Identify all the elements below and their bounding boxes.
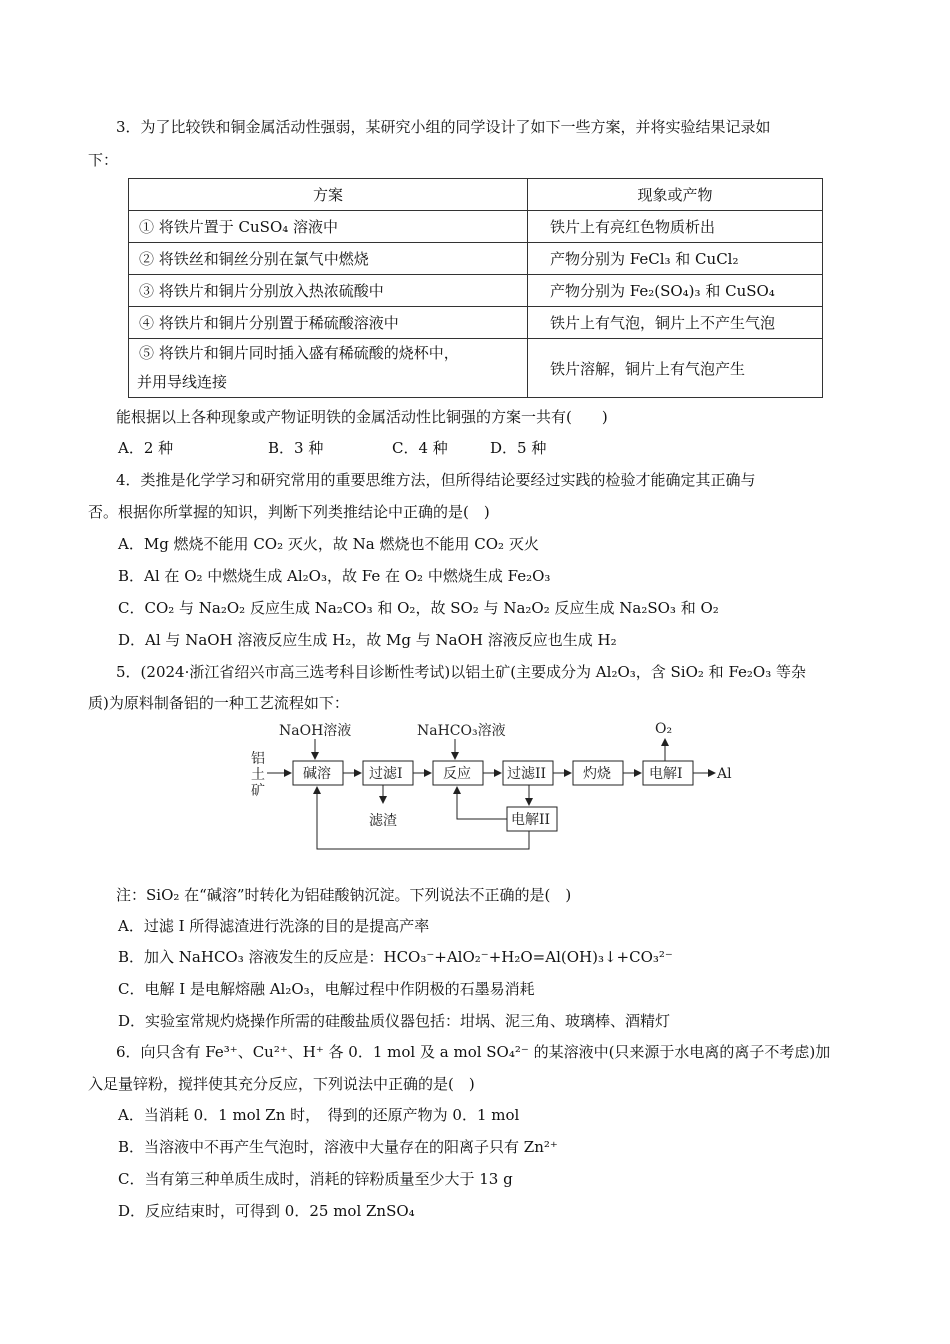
q3-option-a: A．2 种: [118, 439, 174, 457]
q5-option-c: C．电解 I 是电解熔融 Al₂O₃，电解过程中作阴极的石墨易消耗: [118, 980, 535, 998]
result-cell: 铁片上有亮红色物质析出: [528, 211, 823, 243]
table-row: [129, 211, 823, 243]
table-row: [129, 275, 823, 307]
scheme-cell: ② 将铁丝和铜丝分别在氯气中燃烧: [129, 243, 528, 275]
result-cell: 产物分别为 Fe₂(SO₄)₃ 和 CuSO₄: [528, 275, 823, 307]
q3-option-b: B．3 种: [268, 439, 324, 457]
table-row: [129, 307, 823, 339]
q4-stem-line1: 4．类推是化学学习和研究常用的重要思维方法，但所得结论要经过实践的检验才能确定其正确与: [116, 471, 756, 489]
nahco3-label: NaHCO₃溶液: [417, 723, 506, 739]
scheme-cell: [129, 339, 528, 398]
raw-char-2: 土: [251, 767, 265, 783]
q5-note: 注：SiO₂ 在“碱溶”时转化为铝硅酸钠沉淀。下列说法不正确的是( ): [116, 886, 572, 904]
q6-stem-line2: 入足量锌粉，搅拌使其充分反应，下列说法中正确的是( ): [88, 1075, 475, 1093]
q3-scheme-table: [128, 178, 823, 398]
q3-question: 能根据以上各种现象或产物证明铁的金属活动性比铜强的方案一共有( ): [116, 408, 608, 426]
box-filter-2-label: 过滤II: [507, 766, 547, 782]
q6-option-b: B．当溶液中不再产生气泡时，溶液中大量存在的阳离子只有 Zn²⁺: [118, 1138, 558, 1156]
q6-stem-line1: 6．向只含有 Fe³⁺、Cu²⁺、H⁺ 各 0．1 mol 及 a mol SO₄²⁻ 的某溶液中(只来源于水电离的离子不考虑)加: [116, 1043, 831, 1061]
product-al-label: Al: [717, 766, 732, 782]
q5-stem-line1: 5．(2024·浙江省绍兴市高三选考科目诊断性考试)以铝土矿(主要成分为 Al₂O₃，含 SiO₂ 和 Fe₂O₃ 等杂: [116, 663, 807, 681]
q6-option-d: D．反应结束时，可得到 0．25 mol ZnSO₄: [118, 1202, 415, 1220]
box-electrolysis-1-label: 电解I: [649, 766, 683, 782]
scheme-cell: ④ 将铁片和铜片分别置于稀硫酸溶液中: [129, 307, 528, 339]
table-header-row: [129, 179, 823, 211]
result-cell: 产物分别为 FeCl₃ 和 CuCl₂: [528, 243, 823, 275]
result-cell: 铁片上有气泡，铜片上不产生气泡: [528, 307, 823, 339]
raw-char-1: 铝: [251, 751, 265, 767]
q4-option-d: D．Al 与 NaOH 溶液反应生成 H₂，故 Mg 与 NaOH 溶液反应也生成 H₂: [118, 631, 617, 649]
scheme-cell-line1: ⑤ 将铁片和铜片同时插入盛有稀硫酸的烧杯中，: [139, 344, 459, 362]
header-scheme: 方案: [129, 179, 528, 211]
box-reaction-label: 反应: [443, 766, 471, 782]
q3-option-c: C．4 种: [392, 439, 448, 457]
q5-option-d: D．实验室常规灼烧操作所需的硅酸盐质仪器包括：坩埚、泥三角、玻璃棒、酒精灯: [118, 1012, 671, 1030]
scheme-cell: ③ 将铁片和铜片分别放入热浓硫酸中: [129, 275, 528, 307]
scheme-cell-line2: 并用导线连接: [137, 373, 228, 391]
q4-option-a: A．Mg 燃烧不能用 CO₂ 灭火，故 Na 燃烧也不能用 CO₂ 灭火: [118, 535, 539, 553]
header-result: 现象或产物: [528, 179, 823, 211]
naoh-label: NaOH溶液: [279, 723, 352, 739]
process-flow-diagram: [245, 717, 765, 857]
box-filter-1-label: 过滤I: [369, 766, 403, 782]
table-row: [129, 339, 823, 398]
q6-option-a: A．当消耗 0．1 mol Zn 时， 得到的还原产物为 0．1 mol: [118, 1106, 520, 1124]
q3-stem-line2: 下：: [88, 151, 119, 169]
q5-option-b: B．加入 NaHCO₃ 溶液发生的反应是：HCO₃⁻+AlO₂⁻+H₂O=Al(OH)₃↓+CO₃²⁻: [118, 948, 673, 966]
table-row: [129, 243, 823, 275]
box-calcine-label: 灼烧: [583, 766, 611, 782]
q6-option-c: C．当有第三种单质生成时，消耗的锌粉质量至少大于 13 g: [118, 1170, 513, 1188]
q4-option-c: C．CO₂ 与 Na₂O₂ 反应生成 Na₂CO₃ 和 O₂，故 SO₂ 与 Na₂O₂ 反应生成 Na₂SO₃ 和 O₂: [118, 599, 719, 617]
result-cell: 铁片溶解，铜片上有气泡产生: [528, 339, 823, 398]
q3-stem-line1: 3．为了比较铁和铜金属活动性强弱，某研究小组的同学设计了如下一些方案，并将实验结果记录如: [116, 118, 771, 136]
residue-label: 滤渣: [369, 813, 397, 829]
q3-option-d: D．5 种: [490, 439, 547, 457]
box-alkali-dissolve-label: 碱溶: [303, 766, 331, 782]
raw-char-3: 矿: [251, 783, 265, 799]
q5-stem-line2: 质)为原料制备铝的一种工艺流程如下：: [88, 694, 349, 712]
o2-label: O₂: [655, 721, 673, 737]
box-electrolysis-2-label: 电解II: [511, 812, 551, 828]
q4-stem-line2: 否。根据你所掌握的知识，判断下列类推结论中正确的是( ): [88, 503, 490, 521]
q5-option-a: A．过滤 I 所得滤渣进行洗涤的目的是提高产率: [118, 917, 430, 935]
q4-option-b: B．Al 在 O₂ 中燃烧生成 Al₂O₃，故 Fe 在 O₂ 中燃烧生成 Fe₂O₃: [118, 567, 551, 585]
scheme-cell: ① 将铁片置于 CuSO₄ 溶液中: [129, 211, 528, 243]
